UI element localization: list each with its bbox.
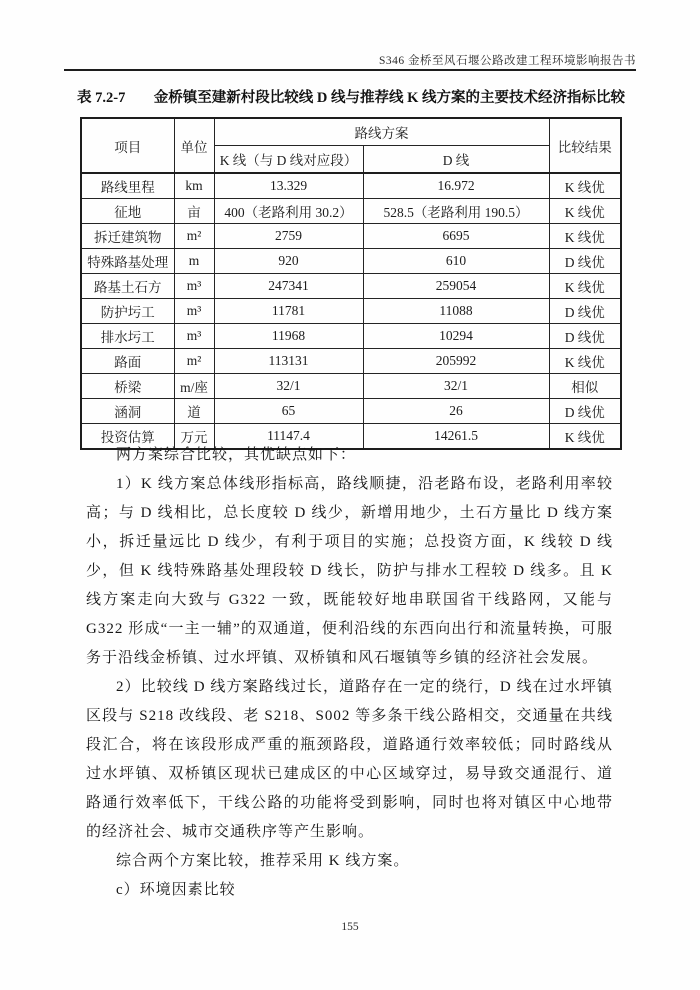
table-cell-item: 征地 (81, 199, 174, 224)
page-number: 155 (341, 921, 359, 933)
table-cell-unit: km (174, 173, 214, 199)
table-cell-k: 2759 (214, 224, 363, 249)
table-cell-item: 特殊路基处理 (81, 249, 174, 274)
table-row (81, 299, 621, 324)
col-header-unit: 单位 (174, 118, 214, 173)
table-row (81, 399, 621, 424)
table-cell-unit: 亩 (174, 199, 214, 224)
table-cell-d: 6695 (363, 224, 549, 249)
table-row (81, 249, 621, 274)
table-cell-item: 路面 (81, 349, 174, 374)
table-cell-unit: m² (174, 349, 214, 374)
table-cell-unit: 万元 (174, 424, 214, 450)
table-cell-result: D 线优 (549, 399, 621, 424)
table-cell-item: 投资估算 (81, 424, 174, 450)
table-cell-k: 65 (214, 399, 363, 424)
table-row (81, 274, 621, 299)
table-cell-d: 10294 (363, 324, 549, 349)
col-header-result: 比较结果 (549, 118, 621, 173)
table-cell-d: 11088 (363, 299, 549, 324)
table-cell-item: 路基土石方 (81, 274, 174, 299)
table-cell-result: D 线优 (549, 324, 621, 349)
header-rule (64, 69, 636, 71)
table-cell-item: 涵洞 (81, 399, 174, 424)
table-cell-k: 32/1 (214, 374, 363, 399)
table-cell-item: 拆迁建筑物 (81, 224, 174, 249)
table-row (81, 374, 621, 399)
table-cell-result: D 线优 (549, 249, 621, 274)
table-cell-k: 11968 (214, 324, 363, 349)
table-cell-unit: m/座 (174, 374, 214, 399)
col-header-k-line: K 线（与 D 线对应段） (214, 146, 363, 174)
body-text (86, 441, 613, 905)
table-row (81, 199, 621, 224)
table-caption-title: 金桥镇至建新村段比较线 D 线与推荐线 K 线方案的主要技术经济指标比较 (153, 90, 625, 106)
table-cell-unit: m² (174, 224, 214, 249)
table-cell-unit: m³ (174, 274, 214, 299)
table-cell-item: 防护圬工 (81, 299, 174, 324)
body-paragraph: 2）比较线 D 线方案路线过长，道路存在一定的绕行，D 线在过水坪镇区段与 S218 改线段、老 S218、S002 等多条干线公路相交，交通量在共线段汇合，将在该段形成严重的瓶颈路段，道路通行效率较低；同时路线从过水坪镇、双桥镇区现状已建成区的中心区域穿过，易导致交通混行、道路通行效率低下，干线公路的功能将受到影响，同时也将对镇区中心地带的经济社会、城市交通秩序等产生影响。 (86, 679, 613, 840)
table-cell-result: K 线优 (549, 224, 621, 249)
table-cell-k: 11147.4 (214, 424, 363, 450)
table-cell-d: 14261.5 (363, 424, 549, 450)
table-row (81, 224, 621, 249)
comparison-table (80, 117, 622, 450)
table-cell-item: 排水圬工 (81, 324, 174, 349)
table-cell-result: K 线优 (549, 199, 621, 224)
table-cell-unit: m³ (174, 324, 214, 349)
table-row (81, 324, 621, 349)
body-paragraph: 1）K 线方案总体线形指标高，路线顺捷，沿老路布设，老路利用率较高；与 D 线相比，总长度较 D 线少，新增用地少，土石方量比 D 线方案小，拆迁量远比 D 线少，有利于项目的实施；总投资方面，K 线较 D 线少，但 K 线特殊路基处理段较 D 线长，防护与排水工程较 D 线多。且 K 线方案走向大致与 G322 一致，既能较好地串联国省干线路网，又能与 G322 形成“一主一辅”的双通道，便利沿线的东西向出行和流量转换，可服务于沿线金桥镇、过水坪镇、双桥镇和风石堰镇等乡镇的经济社会发展。 (86, 476, 613, 666)
table-row (81, 173, 621, 199)
col-header-scheme-group: 路线方案 (214, 118, 549, 146)
table-row (81, 349, 621, 374)
table-cell-k: 113131 (214, 349, 363, 374)
table-cell-d: 16.972 (363, 173, 549, 199)
table-cell-result: K 线优 (549, 274, 621, 299)
table-cell-unit: 道 (174, 399, 214, 424)
table-cell-result: D 线优 (549, 299, 621, 324)
table-cell-unit: m³ (174, 299, 214, 324)
table-caption (77, 86, 625, 107)
table-cell-result: K 线优 (549, 173, 621, 199)
body-paragraph: c）环境因素比较 (116, 882, 236, 898)
table-cell-d: 528.5（老路利用 190.5） (363, 199, 549, 224)
table-cell-result: 相似 (549, 374, 621, 399)
col-header-d-line: D 线 (363, 146, 549, 174)
table-cell-d: 205992 (363, 349, 549, 374)
table-body (81, 173, 621, 449)
table-cell-k: 920 (214, 249, 363, 274)
table-cell-d: 610 (363, 249, 549, 274)
table-cell-k: 13.329 (214, 173, 363, 199)
table-cell-d: 259054 (363, 274, 549, 299)
table-cell-unit: m (174, 249, 214, 274)
table-cell-item: 路线里程 (81, 173, 174, 199)
table-cell-k: 247341 (214, 274, 363, 299)
table-cell-result: K 线优 (549, 424, 621, 450)
running-header: S346 金桥至风石堰公路改建工程环境影响报告书 (378, 55, 636, 67)
table-cell-item: 桥梁 (81, 374, 174, 399)
table-cell-d: 26 (363, 399, 549, 424)
table-cell-k: 11781 (214, 299, 363, 324)
col-header-item: 项目 (81, 118, 174, 173)
body-paragraph: 综合两个方案比较，推荐采用 K 线方案。 (116, 853, 410, 869)
table-caption-label: 表 7.2-7 (77, 90, 126, 106)
table-cell-d: 32/1 (363, 374, 549, 399)
body-paragraph: 两方案综合比较，其优缺点如下： (116, 447, 357, 463)
table-cell-result: K 线优 (549, 349, 621, 374)
table-cell-k: 400（老路利用 30.2） (214, 199, 363, 224)
table-header (81, 118, 621, 173)
